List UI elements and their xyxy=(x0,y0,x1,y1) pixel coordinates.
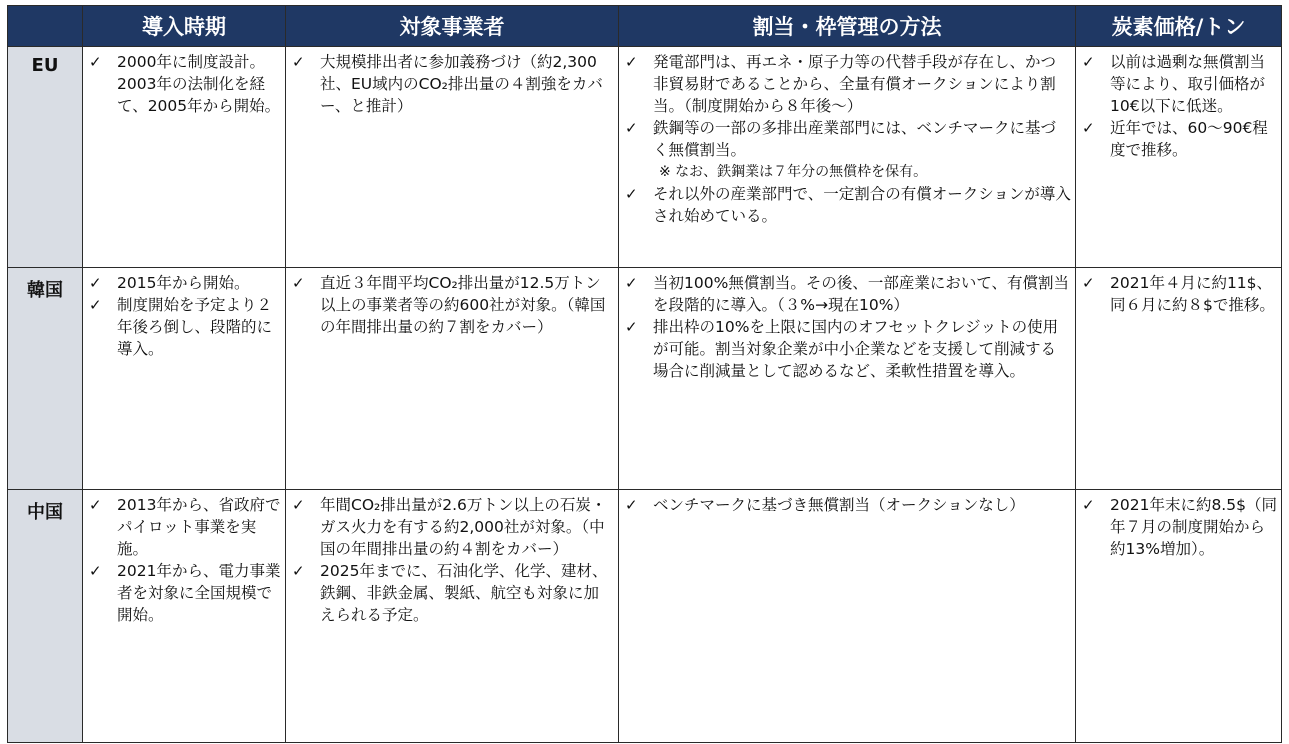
cell-korea-timing xyxy=(83,268,286,490)
check-icon: ✓ xyxy=(89,53,102,71)
header-coverage: 対象事業者 xyxy=(286,6,619,47)
header-allocation: 割当・枠管理の方法 xyxy=(619,6,1076,47)
cell-eu-allocation xyxy=(619,47,1076,268)
cell-eu-coverage xyxy=(286,47,619,268)
check-icon: ✓ xyxy=(1082,496,1095,514)
cell-korea-coverage xyxy=(286,268,619,490)
check-icon: ✓ xyxy=(625,318,638,336)
cell-china-price xyxy=(1076,490,1282,743)
list-item: ✓ 2015年から開始。 xyxy=(89,274,250,292)
cell-korea-price xyxy=(1076,268,1282,490)
row-header-eu: EU xyxy=(8,47,83,268)
cell-china-allocation xyxy=(619,490,1076,743)
list-item: ✓ 鉄鋼等の一部の多排出産業部門には、ベンチマークに基づく無償割当。 xyxy=(625,119,1057,159)
cell-china-coverage xyxy=(286,490,619,743)
cell-china-timing xyxy=(83,490,286,743)
list-item: ✓ 制度開始を予定より２年後ろ倒し、段階的に導入。 xyxy=(89,296,273,358)
check-icon: ✓ xyxy=(1082,119,1095,137)
check-icon: ✓ xyxy=(292,496,305,514)
check-icon: ✓ xyxy=(89,274,102,292)
list-item: ✓ 以前は過剰な無償割当等により、取引価格が10€以下に低迷。 xyxy=(1082,53,1266,115)
list-item: ✓ 2013年から、省政府でパイロット事業を実施。 xyxy=(89,496,281,558)
check-icon: ✓ xyxy=(625,53,638,71)
check-icon: ✓ xyxy=(89,496,102,514)
list-item: ✓ 年間CO₂排出量が2.6万トン以上の石炭・ガス火力を有する約2,000社が対象。（中国の年間排出量の約４割をカバー） xyxy=(292,496,607,558)
check-icon: ✓ xyxy=(1082,53,1095,71)
list-item: ✓ それ以外の産業部門で、一定割合の有償オークションが導入され始めている。 xyxy=(625,185,1071,225)
table-row-korea xyxy=(8,268,1282,490)
check-icon: ✓ xyxy=(89,296,102,314)
list-item: ✓ ベンチマークに基づき無償割当（オークションなし） xyxy=(625,496,1025,514)
check-icon: ✓ xyxy=(1082,274,1095,292)
header-timing: 導入時期 xyxy=(83,6,286,47)
row-header-korea: 韓国 xyxy=(8,268,83,490)
check-icon: ✓ xyxy=(292,53,305,71)
list-item: ✓ 近年では、60～90€程度で推移。 xyxy=(1082,119,1268,159)
list-item: ✓ 大規模排出者に参加義務づけ（約2,300社、EU域内のCO₂排出量の４割強をカバー、と推計） xyxy=(292,53,603,115)
header-price: 炭素価格/トン xyxy=(1076,6,1282,47)
list-item: ✓ 2021年４月に約11$、同６月に約８$で推移。 xyxy=(1082,274,1275,314)
table-row-eu xyxy=(8,47,1282,268)
cell-eu-price xyxy=(1076,47,1282,268)
check-icon: ✓ xyxy=(292,274,305,292)
allocation-note: ※ なお、鉄鋼業は７年分の無償枠を保有。 xyxy=(659,164,928,180)
check-icon: ✓ xyxy=(625,496,638,514)
check-icon: ✓ xyxy=(625,119,638,137)
check-icon: ✓ xyxy=(89,562,102,580)
header-corner xyxy=(8,6,83,47)
check-icon: ✓ xyxy=(292,562,305,580)
list-item: ✓ 排出枠の10%を上限に国内のオフセットクレジットの使用が可能。割当対象企業が中小企業などを支援して削減する場合に削減量として認めるなど、柔軟性措置を導入。 xyxy=(625,318,1059,380)
table-row-china xyxy=(8,490,1282,743)
header-row xyxy=(8,6,1282,47)
list-item: ✓ 2021年から、電力事業者を対象に全国規模で開始。 xyxy=(89,562,281,624)
list-item: ✓ 2025年までに、石油化学、化学、建材、鉄鋼、非鉄金属、製紙、航空も対象に加えられる予定。 xyxy=(292,562,608,624)
cell-korea-allocation xyxy=(619,268,1076,490)
cell-eu-timing xyxy=(83,47,286,268)
list-item: ✓ 発電部門は、再エネ・原子力等の代替手段が存在し、かつ非貿易財であることから、全量有償オークションにより割当。（制度開始から８年後～） xyxy=(625,53,1057,115)
row-header-china: 中国 xyxy=(8,490,83,743)
list-item: ✓ 当初100%無償割当。その後、一部産業において、有償割当を段階的に導入。（３%→現在10%） xyxy=(625,274,1070,314)
comparison-table xyxy=(7,5,1282,743)
check-icon: ✓ xyxy=(625,274,638,292)
list-item: ✓ 2000年に制度設計。2003年の法制化を経て、2005年から開始。 xyxy=(89,53,281,115)
list-item: ✓ 直近３年間平均CO₂排出量が12.5万トン以上の事業者等の約600社が対象。（韓国の年間排出量の約７割をカバー） xyxy=(292,274,606,336)
check-icon: ✓ xyxy=(625,185,638,203)
list-item: ✓ 2021年末に約8.5$（同年７月の制度開始から約13%増加）。 xyxy=(1082,496,1277,558)
